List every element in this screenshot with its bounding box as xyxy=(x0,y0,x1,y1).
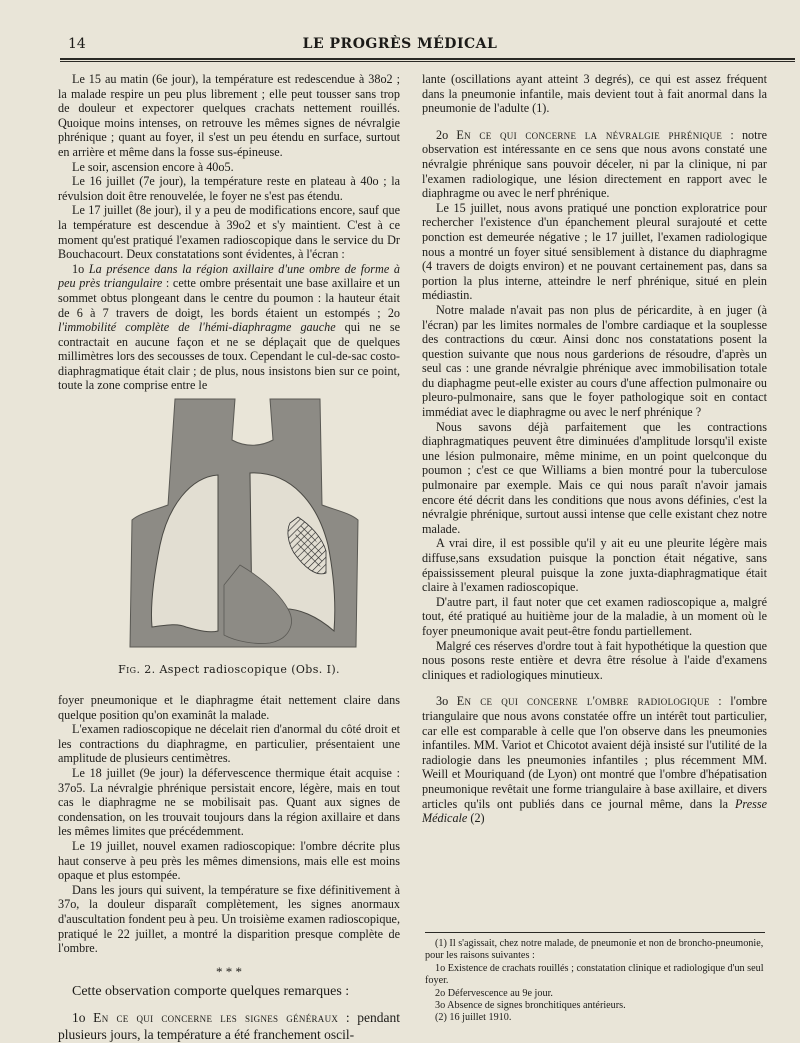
footnotes xyxy=(425,938,770,1025)
footnote: (2) 16 juillet 1910. xyxy=(435,1012,512,1024)
paragraph: Le soir, ascension encore à 40o5. xyxy=(72,159,234,174)
paragraph: Le 18 juillet (9e jour) la défervescence thermique était acquise : 37o5. La névralgie phrénique persistait encore, légère, mais en tout cas le diaphragme ne se mobilisait pas. Quant aux signes de condensation, on les trouvait toujours dans la région axillaire et dans les mêmes limites que précédemment. xyxy=(58,765,400,839)
footnote: 3o Absence de signes bronchitiques antérieurs. xyxy=(435,1000,626,1012)
page-header xyxy=(0,28,800,58)
header-rule xyxy=(60,58,795,60)
figure-caption: Fig. 2. Aspect radioscopique (Obs. I). xyxy=(118,663,340,676)
paragraph: Le 17 juillet (8e jour), il y a peu de modifications encore, sauf que la température est descendue à 39o2 et s'y maintient. C'est à ce moment qu'est pratiqué l'examen radioscopique dans le service du Dr Bouchacourt. Deux constatations sont évidentes, à l'écran : xyxy=(58,203,400,262)
paragraph: Dans les jours qui suivent, la température se fixe définitivement à 37o, la douleur disparaît complètement, les signes anormaux d'auscultation fondent peu à peu. Un troisième examen radioscopique, pratiqué le 22 juillet, a montré la disparition presque complète de l'ombre. xyxy=(58,882,400,956)
paragraph-general-signs: 1o En ce qui concerne les signes généraux : pendant plusieurs jours, la température a été franchement oscil- xyxy=(58,1009,400,1042)
paragraph: Le 19 juillet, nouvel examen radioscopique: l'ombre décrite plus haut conserve à peu près les mêmes dimensions, mais elle est moins opaque et plus estompée. xyxy=(58,838,400,883)
remarks-heading: Cette observation comporte quelques remarques : xyxy=(72,983,350,999)
paragraph: Le 15 juillet, nous avons pratiqué une ponction exploratrice pour rechercher l'existence d'un épanchement pleural surajouté et cette ponction est demeurée négative ; le 17 juillet, l'examen radiologique nous a montré un foyer situé sensiblement à distance du diaphragme (4 travers de doigts environ) et ne pouvant certainement pas, dans sa portion la plus interne, atteindre le nerf phrénique, situé en plein médiastin. xyxy=(422,200,767,303)
section-divider-stars: * * * xyxy=(216,963,242,979)
footnote: (1) Il s'agissait, chez notre malade, de pneumonie et non de broncho-pneumonie, pour les raisons suivantes : xyxy=(425,938,764,962)
paragraph: Notre malade n'avait pas non plus de péricardite, à en juger (à l'écran) par les limites normales de l'ombre cardiaque et la souplesse des contractions du cœur. Ainsi donc nos constatations posent la question suivante que nous nous garderions de résoudre, d'après un seul cas : une grande névralgie phrénique avec immobilisation totale du diaphagme peut-elle exister au cours d'une affection pulmonaire ou pleuro-pulmonaire, sans que le foyer pathologique soit en contact immédiat avec le diaphragme ou avec le nerf phrénique ? xyxy=(422,302,767,420)
paragraph: Malgré ces réserves d'ordre tout à fait hypothétique la question que nous posons reste entière et devra être résolue à l'aide d'examens cliniques et radiologiques minutieux. xyxy=(422,638,767,682)
footnote: 1o Existence de crachats rouillés ; constatation clinique et radiologique d'un seul foyer. xyxy=(425,962,764,987)
page-number: 14 xyxy=(68,36,86,52)
left-column-top xyxy=(58,72,400,393)
left-column-bottom xyxy=(58,693,400,1043)
paragraph-radiological-shadow: 3o En ce qui concerne l'ombre radiologique : l'ombre triangulaire que nous avons constatée offre un intérêt tout particulier, car elle est comparable à celle que l'on observe dans les pneumonies infantiles. MM. Variot et Chicotot avaient déjà insisté sur l'utilité de la radiologie dans les pneumonies infantiles ; plus récemment MM. Weill et Mouriquand (de Lyon) ont montré que l'ombre d'hépatisation pneumonique revêtait une forme triangulaire à base axillaire, et divers articles qu'ils ont publiés dans ce journal même, dans la Presse Médicale (2) xyxy=(422,694,767,826)
right-lung-field xyxy=(151,475,218,632)
paragraph: Le 16 juillet (7e jour), la température reste en plateau à 40o ; la révulsion doit être renouvelée, le foyer ne s'est pas étendu. xyxy=(58,174,400,203)
paragraph: D'autre part, il faut noter que cet examen radioscopique a, malgré tout, été pratiqué au huitième jour de la maladie, à un moment où le foyer pneumonique avait peut-être fondu partiellement. xyxy=(422,594,767,638)
right-column xyxy=(422,72,767,826)
paragraph-findings: 1o La présence dans la région axillaire d'une ombre de forme à peu près triangulaire : cette ombre présentait une base axillaire et un sommet obtus plongeant dans le centre du poumon : la hauteur était de 6 à 7 travers de doigt, les bords étaient un estompés ; 2o l'immobilité complète de l'hémi-diaphragme gauche qui ne se contractait en aucune façon et ne se déplaçait que de quelques millimètres lors des secousses de toux. Cependant le cul-de-sac costo-diaphragmatique était clair ; de plus, nous insistons bien sur ce point, toute la zone comprise entre le xyxy=(58,261,401,393)
footnote: 2o Défervescence au 9e jour. xyxy=(435,987,553,999)
radioscopic-figure xyxy=(120,395,370,655)
footnote-rule xyxy=(425,932,765,933)
paragraph: foyer pneumonique et le diaphragme était nettement claire dans quelque position qu'on examinât la malade. xyxy=(58,693,400,722)
paragraph: Nous savons déjà parfaitement que les contractions diaphragmatiques peuvent être diminuées d'amplitude lorsqu'il existe une lésion pulmonaire, même minime, en un point quelconque du poumon ; c'est ce que Williams a bien montré pour la tuberculose pulmonaire par exemple. Mais ce qui nous paraît n'avoir jamais encore été décrit dans les conditions que nous avons définies, c'est la névralgie phrénique, surtout aussi intense que celle existant chez notre malade. xyxy=(422,419,767,536)
paragraph: L'examen radioscopique ne décelait rien d'anormal du côté droit et les contractions du diaphragme, en particulier, présentaient une amplitude de plusieurs centimètres. xyxy=(58,722,400,766)
journal-title: LE PROGRÈS MÉDICAL xyxy=(302,36,498,52)
paragraph: Le 15 au matin (6e jour), la température est redescendue à 38o2 ; la malade respire un peu plus librement ; elle peut tousser sans trop de douleur et expectorer quelques crachats nettement rouillés. Quoique moins intenses, on retrouve les mêmes signes de névralgie phrénique ; quant au foyer, il s'est un peu étendu en surface, surtout en arrière et même dans la fosse sus-épineuse. xyxy=(58,72,400,159)
paragraph: A vrai dire, il est possible qu'il y ait eu une pleurite légère mais diffuse,sans exsudation puisque la ponction était négative, sans épaississement pleural puisque la zone juxta-diaphragmatique était claire à l'examen radioscopique. xyxy=(422,536,767,595)
paragraph: lante (oscillations ayant atteint 3 degrés), ce qui est assez fréquent dans la pneumonie infantile, mais devient tout à fait anormal dans la pneumonie de l'adulte (1). xyxy=(422,72,767,116)
paragraph-phrenic-neuralgia: 2o En ce qui concerne la névralgie phrénique : notre observation est intéressante en ce sens que nous avons constaté une névralgie phrénique sans pouvoir déceler, ni par la clinique, ni par l'examen radiologique, une lésion directement en rapport avec le diaphragme ou avec le nerf phrénique. xyxy=(422,127,767,201)
header-rule-thin xyxy=(60,61,795,62)
